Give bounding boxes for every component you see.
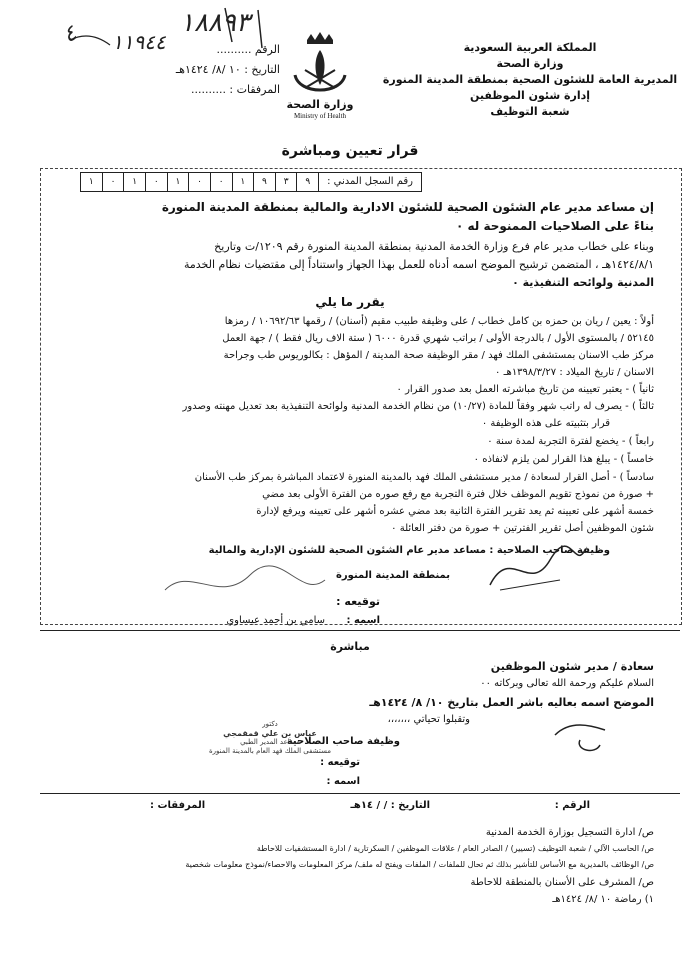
distribution-line-5: ١) رماضة ١٠ /٨/ ١٤٢٤هـ: [552, 894, 654, 905]
article-6-line-4: شئون الموظفين أصل تقرير الفترتين + صورة من دفتر العائلة ٠: [391, 523, 654, 534]
commencement-name-label: اسمه :: [326, 776, 360, 787]
commencement-signature-icon: [550, 715, 610, 760]
distribution-line-2: ص/ الحاسب الآلي / شعبة التوظيف (تسيير) / الصادر العام / علاقات الموظفين / السكرتارية / ادارة المستشفيات للاحاطة: [256, 844, 654, 853]
letterhead-right: [380, 40, 680, 120]
handwritten-number-left: ١١٩٤٤: [112, 30, 166, 54]
civil-id-digit: ٠: [188, 173, 210, 191]
civil-id-digit: ١: [123, 173, 145, 191]
civil-id-digit: ٠: [102, 173, 124, 191]
handwritten-number: ١٨٨٩٣: [180, 8, 250, 38]
department-name: إدارة شئون الموظفين: [469, 89, 591, 102]
authority-title: وظيفة صاحب الصلاحية : مساعد مدير عام الشئون الصحية للشئون الإدارية والمالية: [208, 545, 610, 556]
stamp-line: مساعد المدير الطبي: [240, 738, 300, 746]
civil-id-digit: ١: [88, 177, 94, 187]
document-title: قرار تعيين ومباشرة: [281, 143, 419, 159]
article-6-line-1: سادساً ) - أصل القرار لسعادة / مدير مستشفى الملك فهد بالمدينة المنورة لاعتماد المباشرة بمركز طب الأسنان: [194, 472, 654, 483]
directorate-name: المديرية العامة للشئون الصحية بمنطقة المدينة المنورة: [382, 73, 678, 86]
stamp-scribble-icon: [160, 560, 330, 610]
ministry-english: Ministry of Health: [293, 112, 347, 120]
ministry-arabic: وزارة الصحة: [286, 98, 354, 111]
authority-name-label: اسمه :: [346, 615, 380, 626]
basis-paragraph-3: المدنية ولوائحه التنفيذية ٠: [512, 276, 654, 289]
authority-region: بمنطقة المدينة المنورة: [336, 570, 450, 581]
civil-id-digit: ٩: [296, 173, 318, 191]
handwritten-corner-note: ٤: [59, 20, 81, 49]
civil-id-digit: ٠: [145, 173, 167, 191]
article-2: ثانياً ) - يعتبر تعيينه من تاريخ مباشرته العمل بعد صدور القرار ٠: [396, 384, 654, 395]
civil-id-digit: ١: [232, 173, 254, 191]
signature-icon: [480, 540, 590, 600]
commencement-recipient: سعادة / مدير شئون الموظفين: [490, 660, 654, 673]
footer-ref: الرقم :: [554, 800, 590, 811]
section-name: شعبة التوظيف: [490, 105, 570, 118]
article-4: رابعاً ) - يخضع لفترة التجربة لمدة سنة ٠: [487, 436, 654, 447]
article-1-line-1: أولاً : يعين / ريان بن حمزه بن كامل خطاب / على وظيفة طبيب مقيم (أسنان) / رقمها ١٠٦٩٢/٦٣ / رمزها: [224, 316, 654, 327]
civil-id-box: [80, 172, 422, 192]
article-5: خامساً ) - يبلغ هذا القرار لمن يلزم لانفاذه ٠: [473, 454, 654, 465]
footer-date: التاريخ : / / ١٤هـ: [350, 800, 430, 811]
stamp-line: عباس بن علي قمقمجي: [223, 729, 317, 738]
country-name: المملكة العربية السعودية: [463, 41, 597, 54]
section-divider: [40, 630, 680, 631]
article-1-line-3: مركز طب الاسنان بمستشفى الملك فهد / مقر الوظيفة صحة المدينة / المؤهل : بكالوريوس طب وجراحة: [223, 350, 654, 361]
stamp-line: دكتور: [262, 720, 278, 728]
article-6-line-3: خمسة أشهر على تعيينه ثم يعد تقرير الفترة الثانية بعد مضي عشره أشهر على تعيينه ويرفع لإدارة: [256, 506, 654, 517]
issuer-line: إن مساعد مدير عام الشئون الصحية للشئون الادارية والمالية بمنطقة المدينة المنورة: [161, 200, 654, 214]
distribution-line-1: ص/ ادارة التسجيل بوزارة الخدمة المدنية: [485, 827, 654, 838]
article-1-line-4: الاسنان / تاريخ الميلاد : ١٣٩٨/٣/٢٧هـ ٠: [495, 367, 654, 378]
commencement-greeting: السلام عليكم ورحمة الله تعالى وبركاته ٠٠: [480, 678, 654, 689]
ref-number-label: الرقم ..........: [216, 43, 280, 56]
basis-paragraph-2: ١٤٢٤/٨/١هـ ، المتضمن ترشيح الموضح اسمه أدناه للعمل بهذا الجهاز واستناداً إلى مقتضيات نظام الخدمة: [183, 258, 654, 271]
article-3-line-2: قرار بتثبيته على هذه الوظيفة ٠: [481, 418, 610, 429]
civil-id-digit: ٩: [253, 173, 275, 191]
ministry-name: وزارة الصحة: [496, 57, 564, 70]
civil-id-digit: ١: [167, 173, 189, 191]
date-label: التاريخ : ١٠ /٨/ ١٤٢٤هـ: [175, 63, 280, 76]
authority-name: سامي بن أحمد عيساوي: [226, 615, 325, 626]
commencement-regards: وتقبلوا تحياتي ،،،،،،،: [387, 714, 470, 725]
civil-id-digit: ٣: [275, 173, 297, 191]
basis-paragraph-1: وبناء على خطاب مدير عام فرع وزارة الخدمة المدنية بمنطقة المدينة المنورة رقم ١٢٠٩/ت وتاريخ: [214, 240, 654, 253]
civil-id-label: رقم السجل المدني :: [318, 173, 421, 191]
commencement-statement: الموضح اسمه بعاليه باشر العمل بتاريخ ١٠/ ٨/ ١٤٢٤هـ: [369, 696, 654, 709]
commencement-heading: مباشرة: [330, 640, 370, 653]
footer-attachments: المرفقات :: [150, 800, 206, 811]
civil-id-digit: ٠: [210, 173, 232, 191]
commencement-authority-label: وظيفة صاحب الصلاحية: [286, 736, 400, 747]
distribution-line-4: ص/ المشرف على الأسنان بالمنطقة للاحاطة: [470, 877, 654, 888]
article-3-line-1: ثالثاً ) - يصرف له راتب شهر وفقاً للمادة (١٠/٢٧) من نظام الخدمة المدنية ولوائحة التنفيذية بعد تعديل مهنته وصدور: [182, 401, 654, 412]
official-stamp: [195, 720, 345, 756]
authority-signature-label: توقيعه :: [336, 595, 380, 608]
stamp-line: مستشفى الملك فهد العام بالمدينة المنورة: [208, 747, 331, 755]
footer-divider: [40, 793, 680, 794]
decides-heading: يقرر ما يلي: [315, 295, 385, 309]
authority-basis: بناءً على الصلاحيات الممنوحة له ٠: [455, 219, 654, 233]
article-1-line-2: ٥٢١٤٥ / بالمستوى الأول / بالدرجة الأولى / براتب شهري قدرة ٦٠٠٠ ( ستة الاف ريال فقط ) / جهة العمل: [222, 333, 654, 344]
distribution-line-3: ص/ الوظائف بالمديرية مع الأساس للتأشير بذلك ثم تحال للملفات / الملفات ويفتح له ملف/ مركز المعلومات والاحصاء/نموذج معلومات شخصية: [185, 860, 654, 869]
article-6-line-2: + صورة من نموذج تقويم الموظف خلال فترة التجربة مع رفع صوره من الفترة الأولى بعد مضي: [262, 489, 654, 500]
commencement-signature-label: توقيعه :: [320, 757, 360, 768]
attachments-label: المرفقات : ..........: [190, 83, 280, 96]
letterhead-left: [100, 40, 280, 100]
